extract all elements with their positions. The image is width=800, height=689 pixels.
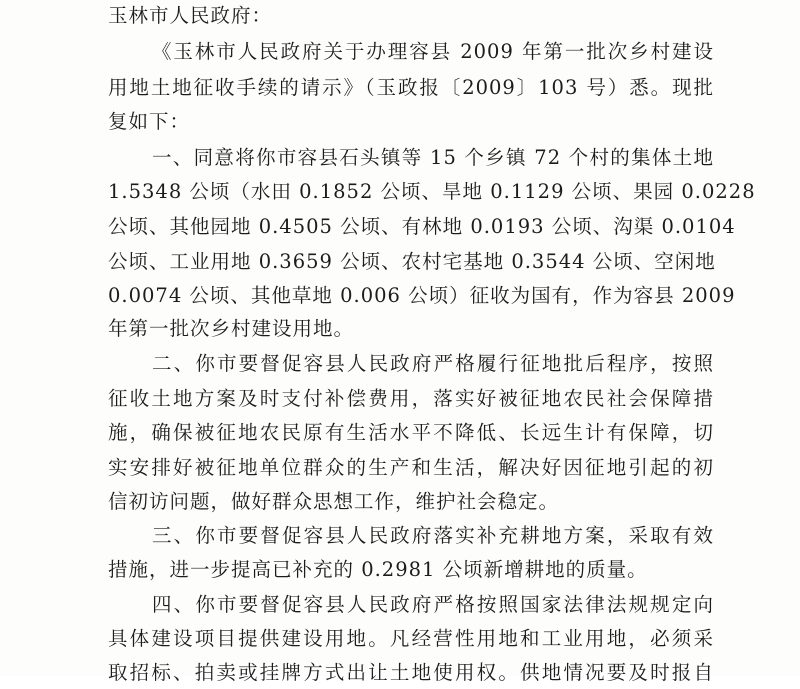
item-1-line-5: 0.0074 公顷、其他草地 0.006 公顷）征收为国有，作为容县 2009 bbox=[108, 284, 736, 307]
addressee: 玉林市人民政府： bbox=[108, 4, 273, 27]
item-2-line-2: 征收土地方案及时支付补偿费用，落实好被征地农民社会保障措 bbox=[108, 387, 714, 410]
item-4-line-1: 四、你市要督促容县人民政府严格按照国家法律法规规定向 bbox=[152, 593, 714, 616]
intro-line-2: 用地土地征收手续的请示》（玉政报〔2009〕103 号）悉。现批 bbox=[108, 76, 714, 99]
item-3-line-2: 措施，进一步提高已补充的 0.2981 公顷新增耕地的质量。 bbox=[108, 558, 648, 581]
item-3-line-1: 三、你市要督促容县人民政府落实补充耕地方案，采取有效 bbox=[152, 524, 714, 547]
intro-line-3: 复如下： bbox=[108, 110, 191, 133]
item-2-line-3: 施，确保被征地农民原有生活水平不降低、长远生计有保障，切 bbox=[108, 421, 714, 444]
intro-line-1: 《玉林市人民政府关于办理容县 2009 年第一批次乡村建设 bbox=[152, 40, 714, 63]
item-1-line-2: 1.5348 公顷（水田 0.1852 公顷、旱地 0.1129 公顷、果园 0.0228 bbox=[108, 180, 756, 203]
item-2-line-5: 信初访问题，做好群众思想工作，维护社会稳定。 bbox=[108, 490, 560, 513]
item-2-line-1: 二、你市要督促容县人民政府严格履行征地批后程序，按照 bbox=[152, 352, 714, 375]
item-1-line-4: 公顷、工业用地 0.3659 公顷、农村宅基地 0.3544 公顷、空闲地 bbox=[108, 250, 716, 273]
item-2-line-4: 实安排好被征地单位群众的生产和生活，解决好因征地引起的初 bbox=[108, 456, 714, 479]
item-1-line-1: 一、同意将你市容县石头镇等 15 个乡镇 72 个村的集体土地 bbox=[152, 146, 714, 169]
item-1-line-6: 年第一批次乡村建设用地。 bbox=[108, 317, 355, 340]
item-4-line-3: 取招标、拍卖或挂牌方式出让土地使用权。供地情况要及时报自 bbox=[108, 661, 714, 684]
item-4-line-2: 具体建设项目提供建设用地。凡经营性用地和工业用地，必须采 bbox=[108, 627, 714, 650]
item-1-line-3: 公顷、其他园地 0.4505 公顷、有林地 0.0193 公顷、沟渠 0.0104 bbox=[108, 215, 736, 238]
